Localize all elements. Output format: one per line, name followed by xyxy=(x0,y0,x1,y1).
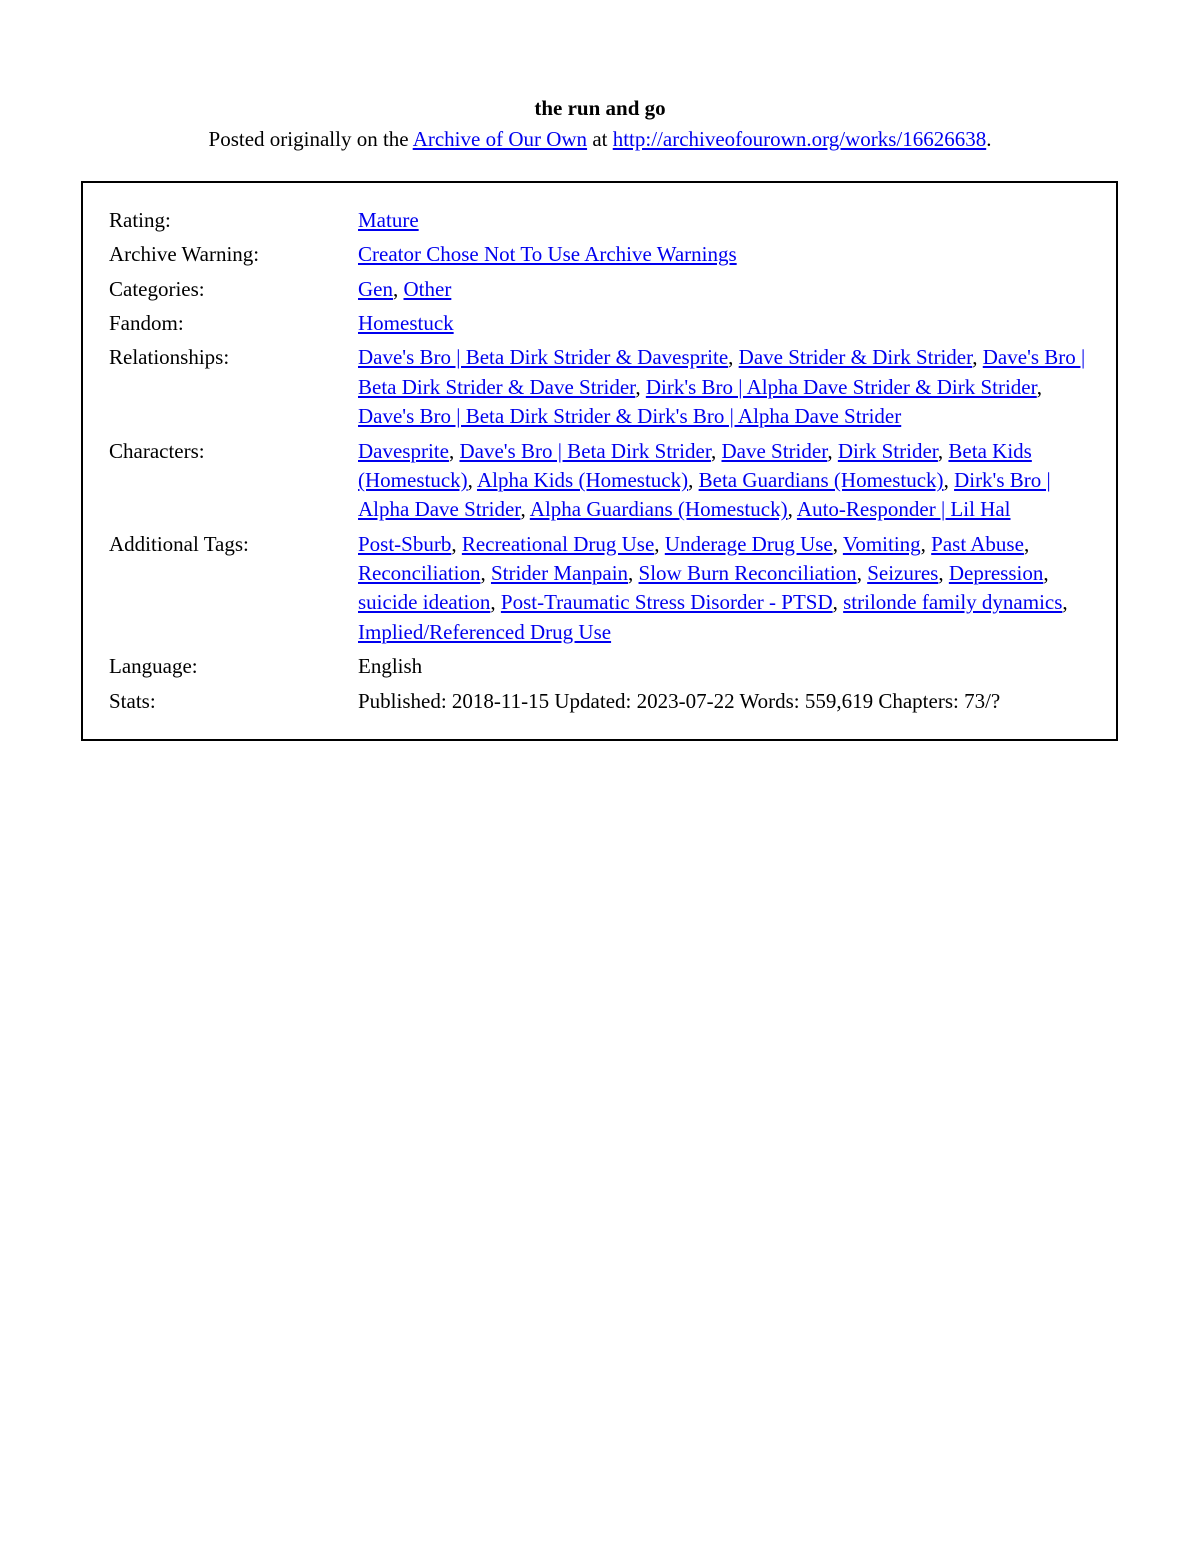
meta-label-categories: Categories: xyxy=(109,276,205,301)
tag-link[interactable]: Beta Kids (Homestuck) xyxy=(358,438,1032,492)
byline-suffix: . xyxy=(986,127,992,152)
meta-value-characters: Davesprite, Dave's Bro | Beta Dirk Strider, Dave Strider, Dirk Strider, Beta Kids (Homestuck), Alpha Kids (Homestuck), Beta Guardians (Homestuck), Dirk's Bro | Alpha Dave Strider, Alpha Guardians (Homestuck), Auto-Responder | Lil Hal xyxy=(358,438,1051,522)
tag-link[interactable]: Underage Drug Use xyxy=(664,531,833,556)
tag-link[interactable]: Dirk's Bro | Alpha Dave Strider xyxy=(358,467,1051,522)
meta-label-language: Language: xyxy=(109,654,198,679)
meta-value-stats: Published: 2018-11-15 Updated: 2023-07-22 Words: 559,619 Chapters: 73/? xyxy=(358,688,1001,713)
byline-prefix: Posted originally on the xyxy=(208,127,413,152)
meta-label-characters: Characters: xyxy=(109,438,205,463)
tag-link[interactable]: Vomiting xyxy=(842,531,921,556)
meta-value-relationships: Dave's Bro | Beta Dirk Strider & Davesprite, Dave Strider & Dirk Strider, Dave's Bro | Beta Dirk Strider & Dave Strider, Dirk's Bro | Alpha Dave Strider & Dirk Strider, Dave's Bro | Beta Dirk Strider & Dirk's Bro | Alpha Dave Strider xyxy=(358,345,1086,429)
archive-link[interactable]: Archive of Our Own xyxy=(412,127,588,152)
tag-link[interactable]: Auto-Responder | Lil Hal xyxy=(796,497,1011,522)
meta-value-fandom xyxy=(358,309,1090,338)
meta-value-categories: Gen, Other xyxy=(358,276,452,301)
tag-link[interactable]: suicide ideation xyxy=(358,590,491,615)
tag-link[interactable]: Dirk's Bro | Alpha Dave Strider & Dirk Strider xyxy=(645,374,1037,399)
tag-link[interactable]: Dave's Bro | Beta Dirk Strider & Dave Strider xyxy=(358,345,1086,399)
work-meta-box xyxy=(81,181,1118,741)
tag-link[interactable]: Post-Sburb xyxy=(358,531,452,556)
tag-link[interactable]: Post-Traumatic Stress Disorder - PTSD xyxy=(500,590,833,615)
tag-link[interactable]: Homestuck xyxy=(358,310,454,335)
meta-label-rating: Rating: xyxy=(109,207,171,232)
meta-label-stats: Stats: xyxy=(109,688,156,713)
meta-label-relationships: Relationships: xyxy=(109,345,230,370)
tag-link[interactable]: Dave's Bro | Beta Dirk Strider & Davesprite xyxy=(358,345,729,370)
tag-link[interactable]: Other xyxy=(403,276,452,301)
meta-value-additional-tags: Post-Sburb, Recreational Drug Use, Underage Drug Use, Vomiting, Past Abuse, Reconciliation, Strider Manpain, Slow Burn Reconciliation, Seizures, Depression, suicide ideation, Post-Traumatic Stress Disorder - PTSD, strilonde family dynamics, Implied/Referenced Drug Use xyxy=(358,531,1068,644)
byline-middle: at xyxy=(587,127,613,152)
meta-label-archive-warning: Archive Warning: xyxy=(109,242,260,267)
tag-link[interactable]: Reconciliation xyxy=(358,561,481,586)
byline xyxy=(0,125,1200,154)
tag-link[interactable]: Dave Strider xyxy=(721,438,828,463)
tag-link[interactable]: Creator Chose Not To Use Archive Warnings xyxy=(358,242,737,267)
tag-link[interactable]: Strider Manpain xyxy=(490,561,629,586)
tag-link[interactable]: Gen xyxy=(358,276,393,301)
work-url-link[interactable]: http://archiveofourown.org/works/16626638 xyxy=(612,127,987,152)
meta-label-fandom: Fandom: xyxy=(109,310,184,335)
work-meta-list xyxy=(109,206,1090,716)
tag-link[interactable]: Slow Burn Reconciliation xyxy=(638,561,857,586)
meta-value-language: English xyxy=(358,654,423,679)
page-header xyxy=(0,94,1200,155)
tag-link[interactable]: Recreational Drug Use xyxy=(461,531,655,556)
tag-link[interactable]: Seizures xyxy=(867,561,939,586)
tag-link[interactable]: Beta Guardians (Homestuck) xyxy=(698,467,944,492)
tag-link[interactable]: Depression xyxy=(948,561,1044,586)
tag-link[interactable]: Dave's Bro | Beta Dirk Strider xyxy=(459,438,711,463)
tag-link[interactable]: Alpha Kids (Homestuck) xyxy=(476,467,689,492)
meta-value-archive-warning xyxy=(358,240,1090,269)
tag-link[interactable]: Mature xyxy=(358,207,419,232)
work-title: the run and go xyxy=(534,96,666,120)
tag-link[interactable]: Alpha Guardians (Homestuck) xyxy=(529,497,788,522)
tag-link[interactable]: Implied/Referenced Drug Use xyxy=(358,619,612,644)
meta-value-rating xyxy=(358,206,1090,235)
tag-link[interactable]: Dave Strider & Dirk Strider xyxy=(738,345,973,370)
tag-link[interactable]: Dave's Bro | Beta Dirk Strider & Dirk's Bro | Alpha Dave Strider xyxy=(358,404,902,429)
tag-link[interactable]: Davesprite xyxy=(358,438,449,463)
tag-link[interactable]: Dirk Strider xyxy=(837,438,938,463)
meta-label-additional-tags: Additional Tags: xyxy=(109,531,249,556)
tag-link[interactable]: Past Abuse xyxy=(931,531,1024,556)
tag-link[interactable]: strilonde family dynamics xyxy=(843,590,1063,615)
